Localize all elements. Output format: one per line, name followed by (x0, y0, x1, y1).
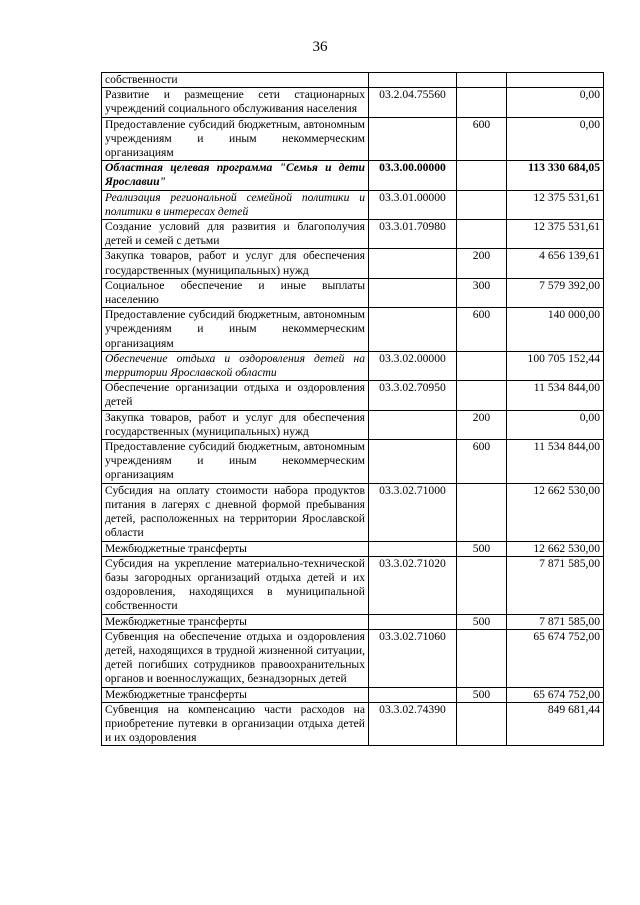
row-expense-type-cell (457, 190, 507, 219)
row-name-cell: Реализация региональной семейной политики и политики в интересах детей (102, 190, 369, 219)
row-name-cell: Закупка товаров, работ и услуг для обеспечения государственных (муниципальных) нужд (102, 410, 369, 439)
row-amount-cell: 7 871 585,00 (507, 614, 604, 629)
row-expense-type-cell: 200 (457, 249, 507, 278)
row-amount-cell: 12 375 531,61 (507, 190, 604, 219)
row-expense-type-cell: 500 (457, 614, 507, 629)
row-name-cell: Субвенция на компенсацию части расходов на приобретение путевки в организации отдыха детей и их оздоровления (102, 702, 369, 746)
row-expense-type-cell: 300 (457, 278, 507, 307)
row-amount-cell: 0,00 (507, 88, 604, 117)
row-expense-type-cell (457, 88, 507, 117)
row-expense-type-cell: 500 (457, 541, 507, 556)
row-name-cell: Развитие и размещение сети стационарных учреждений социального обслуживания населения (102, 88, 369, 117)
row-code-cell: 03.3.02.74390 (369, 702, 457, 746)
row-code-cell: 03.3.00.00000 (369, 161, 457, 190)
row-code-cell (369, 249, 457, 278)
table-row (102, 73, 604, 88)
row-name-cell: Субсидия на укрепление материально-технической базы загородных организаций отдыха детей и их оздоровления, находящихся в муниципальной собственности (102, 556, 369, 614)
row-name-cell: Межбюджетные трансферты (102, 687, 369, 702)
row-code-cell (369, 278, 457, 307)
row-code-cell: 03.3.02.71000 (369, 483, 457, 541)
row-code-cell (369, 440, 457, 484)
table-row (102, 278, 604, 307)
row-amount-cell: 849 681,44 (507, 702, 604, 746)
row-expense-type-cell (457, 629, 507, 687)
table-row (102, 381, 604, 410)
row-name-cell: Социальное обеспечение и иные выплаты населению (102, 278, 369, 307)
table-row (102, 702, 604, 746)
row-name-cell: Создание условий для развития и благополучия детей и семей с детьми (102, 220, 369, 249)
row-amount-cell: 0,00 (507, 410, 604, 439)
table-row (102, 556, 604, 614)
row-name-cell: Межбюджетные трансферты (102, 541, 369, 556)
row-code-cell: 03.2.04.75560 (369, 88, 457, 117)
row-amount-cell: 65 674 752,00 (507, 687, 604, 702)
row-code-cell (369, 614, 457, 629)
table-row (102, 629, 604, 687)
row-amount-cell: 12 662 530,00 (507, 483, 604, 541)
row-expense-type-cell (457, 702, 507, 746)
row-code-cell: 03.3.02.71060 (369, 629, 457, 687)
table-row (102, 117, 604, 161)
row-expense-type-cell (457, 381, 507, 410)
row-amount-cell: 0,00 (507, 117, 604, 161)
row-name-cell: Межбюджетные трансферты (102, 614, 369, 629)
budget-table (101, 72, 604, 746)
row-name-cell: Предоставление субсидий бюджетным, автономным учреждениям и иным некоммерческим организациям (102, 308, 369, 352)
row-name-cell: собственности (102, 73, 369, 88)
row-amount-cell: 7 579 392,00 (507, 278, 604, 307)
row-code-cell (369, 73, 457, 88)
row-expense-type-cell: 500 (457, 687, 507, 702)
row-name-cell: Обеспечение отдыха и оздоровления детей на территории Ярославской области (102, 351, 369, 380)
row-code-cell: 03.3.01.00000 (369, 190, 457, 219)
table-row (102, 687, 604, 702)
row-name-cell: Обеспечение организации отдыха и оздоровления детей (102, 381, 369, 410)
table-row (102, 249, 604, 278)
row-amount-cell: 4 656 139,61 (507, 249, 604, 278)
page-number: 36 (312, 39, 328, 55)
table-row (102, 88, 604, 117)
row-name-cell: Субвенция на обеспечение отдыха и оздоровления детей, находящихся в трудной жизненной ситуации, детей погибших сотрудников правоохранительных органов и военнослужащих, безнадзорных детей (102, 629, 369, 687)
row-amount-cell (507, 73, 604, 88)
row-expense-type-cell (457, 161, 507, 190)
row-code-cell (369, 687, 457, 702)
row-amount-cell: 11 534 844,00 (507, 440, 604, 484)
row-code-cell (369, 117, 457, 161)
row-code-cell (369, 308, 457, 352)
row-expense-type-cell (457, 556, 507, 614)
table-row (102, 410, 604, 439)
table-row (102, 351, 604, 380)
row-expense-type-cell (457, 73, 507, 88)
row-expense-type-cell (457, 351, 507, 380)
row-name-cell: Закупка товаров, работ и услуг для обеспечения государственных (муниципальных) нужд (102, 249, 369, 278)
row-name-cell: Областная целевая программа "Семья и дети Ярославии" (102, 161, 369, 190)
row-name-cell: Предоставление субсидий бюджетным, автономным учреждениям и иным некоммерческим организациям (102, 117, 369, 161)
row-amount-cell: 7 871 585,00 (507, 556, 604, 614)
row-code-cell: 03.3.02.70950 (369, 381, 457, 410)
row-expense-type-cell (457, 483, 507, 541)
row-amount-cell: 113 330 684,05 (507, 161, 604, 190)
table-row (102, 161, 604, 190)
row-amount-cell: 11 534 844,00 (507, 381, 604, 410)
row-name-cell: Предоставление субсидий бюджетным, автономным учреждениям и иным некоммерческим организациям (102, 440, 369, 484)
table-row (102, 440, 604, 484)
row-code-cell: 03.3.02.00000 (369, 351, 457, 380)
budget-table-body (102, 73, 604, 746)
row-expense-type-cell: 200 (457, 410, 507, 439)
table-row (102, 614, 604, 629)
table-row (102, 541, 604, 556)
row-amount-cell: 65 674 752,00 (507, 629, 604, 687)
row-amount-cell: 140 000,00 (507, 308, 604, 352)
table-row (102, 220, 604, 249)
row-amount-cell: 100 705 152,44 (507, 351, 604, 380)
row-amount-cell: 12 375 531,61 (507, 220, 604, 249)
row-code-cell: 03.3.02.71020 (369, 556, 457, 614)
row-amount-cell: 12 662 530,00 (507, 541, 604, 556)
table-row (102, 190, 604, 219)
table-row (102, 308, 604, 352)
row-code-cell (369, 541, 457, 556)
row-code-cell: 03.3.01.70980 (369, 220, 457, 249)
row-expense-type-cell (457, 220, 507, 249)
row-expense-type-cell: 600 (457, 117, 507, 161)
row-code-cell (369, 410, 457, 439)
row-expense-type-cell: 600 (457, 440, 507, 484)
row-expense-type-cell: 600 (457, 308, 507, 352)
table-row (102, 483, 604, 541)
row-name-cell: Субсидия на оплату стоимости набора продуктов питания в лагерях с дневной формой пребывания детей, расположенных на территории Ярославской области (102, 483, 369, 541)
